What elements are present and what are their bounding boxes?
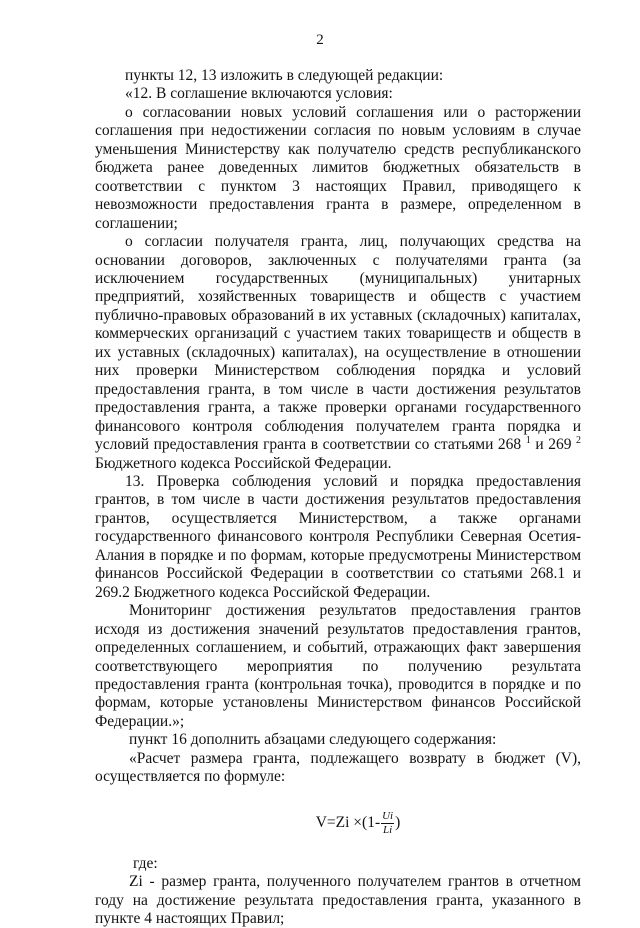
- paragraph-intro: пункты 12, 13 изложить в следующей редакции:: [125, 67, 444, 84]
- paragraph-consent-tail: Бюджетного кодекса Российской Федерации.: [95, 454, 392, 472]
- paragraph-item-16: пункт 16 дополнить абзацами следующего содержания:: [129, 731, 497, 749]
- formula-fraction: [381, 810, 394, 837]
- formula-lhs: V=Zi ×(1-: [315, 814, 381, 832]
- article-269-superscript: 2: [576, 435, 582, 447]
- formula-denominator: Li: [383, 824, 393, 837]
- paragraph-item-12-heading: «12. В соглашение включаются условия:: [125, 85, 393, 103]
- paragraph-item-13: 13. Проверка соблюдения условий и порядка предоставления грантов, в том числе в части достижения результатов предоставления грантов, осуществляется Министерством, а также органами государственного финансового контроля Республики Северная Осетия-Алания в порядке и по формам, которые предусмотрены Министерством финансов Российской Федерации в соответствии со статьями 268.1 и 269.2 Бюджетного кодекса Российской Федерации.: [95, 472, 581, 601]
- paragraph-condition-consent: [95, 233, 581, 473]
- paragraph-zi-definition: Zi - размер гранта, полученного получателем грантов в отчетном году на достижение результата предоставления гранта, указанного в пункте 4 настоящих Правил;: [95, 873, 581, 928]
- refund-formula: [135, 801, 581, 847]
- paragraph-where: где:: [133, 854, 158, 872]
- paragraph-condition-agreement: о согласовании новых условий соглашения или о расторжении соглашения при недостижении согласия по новым условиям в случае уменьшения Министерству как получателю средств республиканского бюджета ранее доведенных лимитов бюджетных обязательств в соответствии с пунктом 3 настоящих Правил, приводящего к невозможности предоставления гранта в размере, определенном в соглашении;: [95, 103, 581, 232]
- document-body: [95, 67, 581, 928]
- paragraph-consent-text: о согласии получателя гранта, лиц, получающих средства на основании договоров, заключенных с получателями гранта (за исключением государственных (муниципальных) унитарных предприятий, хозяйственных товариществ и обществ с участием публично-правовых образований в их уставных (складочных) капиталах, коммерческих организаций с участием таких товариществ и обществ в их уставных (складочных) капиталах), на осуществление в отношении них проверки Министерством соблюдения порядка и условий предоставления гранта, в том числе в части достижения результатов предоставления гранта, а также проверки органами государственного финансового контроля соблюдения получателем гранта порядка и условий предоставления гранта в соответствии со статьями 268: [95, 233, 581, 454]
- paragraph-calculation: «Расчет размера гранта, подлежащего возврату в бюджет (V), осуществляется по формуле:: [95, 749, 581, 786]
- page-number: 2: [316, 32, 324, 48]
- article-268-superscript: 1: [525, 435, 531, 447]
- paragraph-consent-mid: и 269: [530, 436, 572, 454]
- formula-numerator: Ui: [382, 810, 394, 823]
- formula-close: ): [395, 814, 401, 832]
- paragraph-monitoring: Мониторинг достижения результатов предоставления грантов исходя из достижения значений результатов предоставления грантов, определенных соглашением, и событий, отражающих факт завершения соответствующего мероприятия по получению результата предоставления гранта (контрольная точка), проводится в порядке и по формам, которые установлены Министерством финансов Российской Федерации.»;: [95, 602, 581, 730]
